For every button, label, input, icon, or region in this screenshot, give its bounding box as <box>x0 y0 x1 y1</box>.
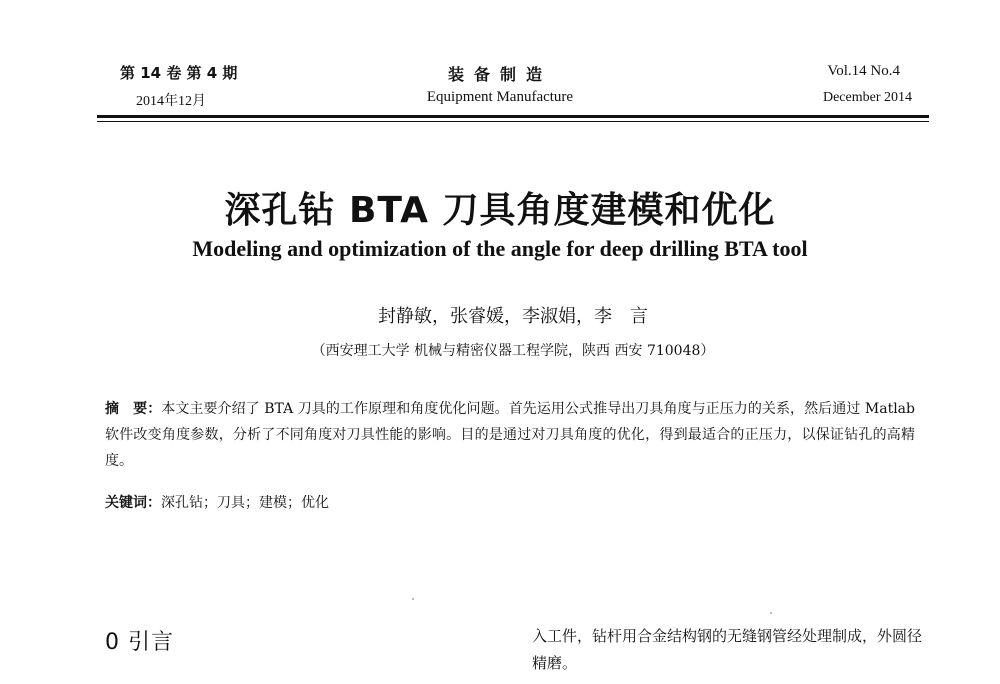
section-heading-introduction: 0 引言 <box>105 630 174 655</box>
header-rule-thick <box>97 115 929 118</box>
abstract <box>105 396 915 474</box>
date-en: December 2014 <box>822 90 912 105</box>
scan-speck <box>412 598 414 600</box>
journal-name-en: Equipment Manufacture <box>426 89 574 105</box>
authors: 封静敏，张睿媛，李淑娟，李 言 <box>378 306 648 327</box>
abstract-label: 摘 要： <box>105 401 162 417</box>
keywords <box>105 492 329 512</box>
date-cn: 2014年12月 <box>136 94 206 109</box>
scan-speck <box>770 612 772 614</box>
affiliation: （西安理工大学 机械与精密仪器工程学院，陕西 西安 710048） <box>311 343 715 359</box>
journal-name-cn: 装备制造 <box>447 65 552 84</box>
abstract-text: 本文主要介绍了 BTA 刀具的工作原理和角度优化问题。首先运用公式推导出刀具角度与正压力的关系，然后通过 Matlab 软件改变角度参数，分析了不同角度对刀具性能的影响。目的是通过对刀具角度的优化，得到最适合的正压力，以保证钻孔的高精度。 <box>105 401 915 469</box>
volume-issue-en: Vol.14 No.4 <box>827 63 900 79</box>
article-title-en: Modeling and optimization of the angle for deep drilling BTA tool <box>192 236 808 261</box>
body-text-right-column: 入工件，钻杆用合金结构钢的无缝钢管经处理制成，外圆径精磨。 <box>532 627 923 672</box>
volume-issue-cn: 第 14 卷 第 4 期 <box>120 64 238 82</box>
header-rule-thin <box>97 121 929 122</box>
article-title-cn: 深孔钻 BTA 刀具角度建模和优化 <box>224 190 776 231</box>
keywords-text: 深孔钻；刀具；建模；优化 <box>161 495 329 511</box>
keywords-label: 关键词： <box>105 495 161 511</box>
